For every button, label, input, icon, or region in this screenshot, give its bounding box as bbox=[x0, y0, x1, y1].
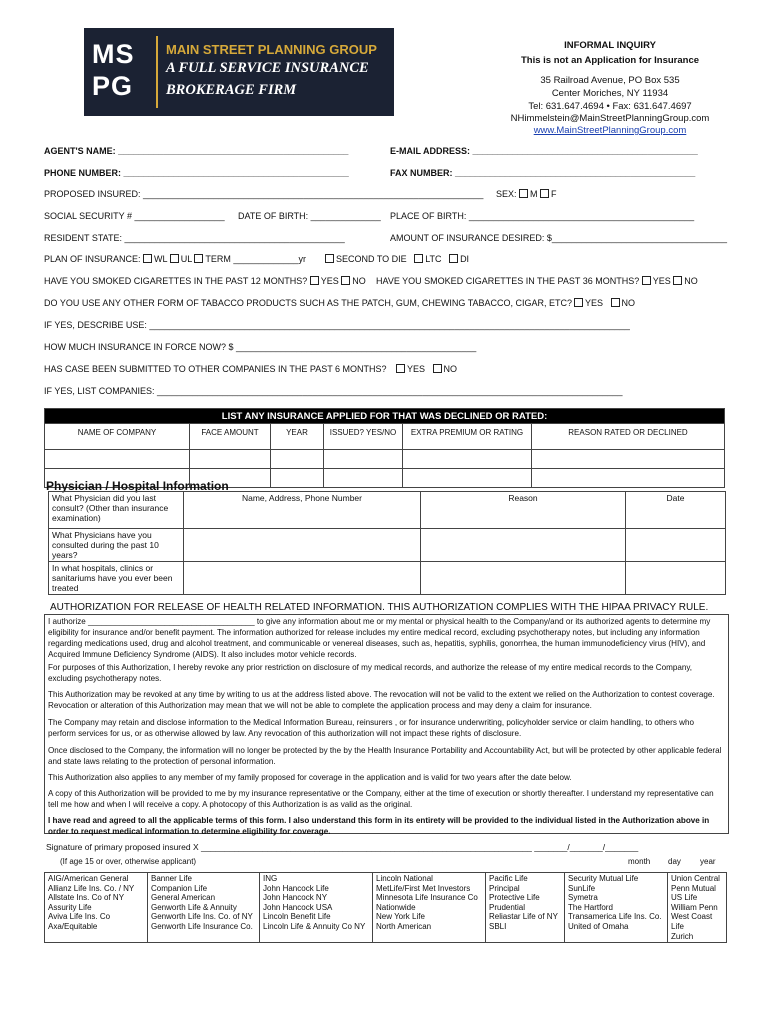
carrier-name: Genworth Life & Annuity bbox=[151, 902, 237, 912]
date-day-label: day bbox=[668, 857, 681, 866]
di-checkbox[interactable] bbox=[449, 254, 458, 263]
sex-m-checkbox[interactable] bbox=[519, 189, 528, 198]
carrier-name: Banner Life bbox=[151, 874, 192, 883]
physician-row-hospitals: In what hospitals, clinics or sanitariums have you ever been treated bbox=[49, 562, 184, 595]
smoked-12-question: HAVE YOU SMOKED CIGARETTES IN THE PAST 12 MONTHS? bbox=[44, 276, 308, 286]
carrier-name: Nationwide bbox=[376, 902, 416, 912]
carrier-column bbox=[148, 873, 260, 943]
sex-f-label: F bbox=[551, 189, 557, 199]
carrier-name: US Life bbox=[671, 893, 698, 903]
carrier-name: Aviva Life Ins. Co bbox=[48, 912, 111, 922]
place-of-birth-field[interactable]: PLACE OF BIRTH: _____________________________________________ bbox=[390, 211, 695, 221]
col-reason-header: Reason bbox=[421, 492, 626, 529]
smoked-12-yes-label: YES bbox=[320, 276, 339, 286]
plan-ul-label: UL bbox=[180, 254, 192, 264]
logo-letters-top: MS bbox=[92, 39, 135, 69]
insurance-in-force-field[interactable]: HOW MUCH INSURANCE IN FORCE NOW? $ ________________________________________________ bbox=[44, 342, 477, 352]
logo-tagline-1: A FULL SERVICE INSURANCE bbox=[166, 60, 369, 76]
phone-fax: Tel: 631.647.4694 • Fax: 631.647.4697 bbox=[528, 101, 692, 112]
date-month-label: month bbox=[628, 857, 651, 866]
ltc-label: LTC bbox=[425, 254, 442, 264]
sex-m-label: M bbox=[530, 189, 538, 199]
col-reason: REASON RATED OR DECLINED bbox=[532, 424, 725, 450]
carrier-name: Companion Life bbox=[151, 883, 208, 893]
carrier-name: MetLife/First Met Investors bbox=[376, 883, 471, 893]
carrier-name: SBLI bbox=[489, 921, 507, 931]
proposed-insured-field[interactable]: PROPOSED INSURED: ____________________________________________________________________ bbox=[44, 189, 484, 199]
carrier-name: ING bbox=[263, 874, 278, 883]
address-line-2: Center Moriches, NY 11934 bbox=[551, 88, 669, 99]
smoked-36-no-label: NO bbox=[684, 276, 698, 286]
smoked-12-no-checkbox[interactable] bbox=[341, 276, 350, 285]
col-issued: ISSUED? YES/NO bbox=[324, 424, 403, 450]
ltc-checkbox[interactable] bbox=[414, 254, 423, 263]
smoked-36-yes-checkbox[interactable] bbox=[642, 276, 651, 285]
tobacco-yes-checkbox[interactable] bbox=[574, 298, 583, 307]
plan-term-checkbox[interactable] bbox=[194, 254, 203, 263]
signature-line[interactable]: Signature of primary proposed insured X ______________________________________________________________________ _______/_______/_______ bbox=[46, 842, 639, 852]
list-companies-field[interactable]: IF YES, LIST COMPANIES: _____________________________________________________________________________________________ bbox=[44, 386, 623, 396]
smoked-36-group bbox=[376, 276, 698, 286]
carrier-column bbox=[565, 873, 668, 943]
submitted-no-checkbox[interactable] bbox=[433, 364, 442, 373]
website-link[interactable]: www.MainStreetPlanningGroup.com bbox=[533, 125, 687, 136]
submitted-yes-label: YES bbox=[407, 364, 426, 374]
carriers-table bbox=[44, 872, 727, 943]
carrier-name: William Penn bbox=[671, 902, 718, 912]
carrier-name: Reliastar Life of NY bbox=[489, 912, 558, 922]
carrier-name: John Hancock Life bbox=[263, 883, 329, 893]
auth-paragraph-4: The Company may retain and disclose information to the Medical Information Bureau, reinsurers , or for insurance underwriting, policyholder service or claim handling, to others who perform services for us, or as otherwise allowed by law. Any revocation of this authorization will not impact these rights of disclosure. bbox=[48, 718, 695, 738]
carrier-name: Security Mutual Life bbox=[568, 874, 639, 883]
tobacco-answer-group bbox=[574, 298, 635, 308]
carrier-name: Axa/Equitable bbox=[48, 921, 98, 931]
logo-company-name: MAIN STREET PLANNING GROUP bbox=[166, 42, 377, 57]
auth-paragraph-5: Once disclosed to the Company, the information will no longer be protected by the by the Health Insurance Portability and Accountability Act, but will be protected by other applicable federal and state laws relating to the protection of personal information. bbox=[48, 746, 722, 766]
carrier-name: Genworth Life Insurance Co. bbox=[151, 921, 253, 931]
second-to-die-checkbox[interactable] bbox=[325, 254, 334, 263]
sex-label: SEX: bbox=[496, 189, 517, 199]
plan-label: PLAN OF INSURANCE: bbox=[44, 254, 141, 264]
carrier-name: John Hancock USA bbox=[263, 902, 333, 912]
smoked-12-group bbox=[44, 276, 366, 286]
tobacco-no-checkbox[interactable] bbox=[611, 298, 620, 307]
plan-options-group bbox=[325, 254, 469, 264]
physician-row-past-10-years: What Physicians have you consulted during the past 10 years? bbox=[49, 529, 184, 562]
smoked-36-question: HAVE YOU SMOKED CIGARETTES IN THE PAST 36 MONTHS? bbox=[376, 276, 640, 286]
carrier-column bbox=[373, 873, 486, 943]
physician-row-last-consult: What Physician did you last consult? (Other than insurance examination) bbox=[49, 492, 184, 529]
submitted-yes-checkbox[interactable] bbox=[396, 364, 405, 373]
carrier-name: Lincoln Life & Annuity Co NY bbox=[263, 921, 366, 931]
email-address-field[interactable]: E-MAIL ADDRESS: _____________________________________________ bbox=[390, 146, 698, 156]
table-row bbox=[45, 450, 725, 469]
auth-agreement: I have read and agreed to all the applicable terms of this form. I also understand this form in its entirety will be provided to the individual listed in the Authorization above in order to request medical information to determine eligibility for coverage. bbox=[48, 816, 710, 836]
carrier-name: Lincoln Benefit Life bbox=[263, 912, 331, 922]
submitted-no-label: NO bbox=[443, 364, 458, 374]
carrier-name: AIG/American General bbox=[48, 874, 129, 883]
physician-section-title: Physician / Hospital Information bbox=[46, 479, 229, 493]
submitted-answer-group bbox=[396, 364, 457, 374]
plan-term-label: TERM _____________yr bbox=[205, 254, 306, 264]
logo-monogram bbox=[92, 38, 152, 102]
col-extra-premium: EXTRA PREMIUM OR RATING bbox=[403, 424, 532, 450]
physician-table bbox=[48, 491, 726, 595]
carrier-name: Lincoln National bbox=[376, 874, 433, 883]
logo-tagline-2: BROKERAGE FIRM bbox=[166, 82, 297, 98]
carrier-name: John Hancock NY bbox=[263, 893, 328, 903]
sex-f-checkbox[interactable] bbox=[540, 189, 549, 198]
plan-of-insurance-group bbox=[44, 254, 306, 264]
col-date-header: Date bbox=[626, 492, 726, 529]
carrier-column bbox=[486, 873, 565, 943]
agent-name-field[interactable]: AGENT'S NAME: ______________________________________________ bbox=[44, 146, 349, 156]
carrier-name: Allstate Ins. Co of NY bbox=[48, 893, 125, 903]
carrier-name: Protective Life bbox=[489, 893, 540, 903]
form-subtitle: This is not an Application for Insurance bbox=[520, 55, 700, 66]
resident-state-field[interactable]: RESIDENT STATE: ____________________________________________ bbox=[44, 233, 345, 243]
tobacco-question: DO YOU USE ANY OTHER FORM OF TABACCO PRODUCTS SUCH AS THE PATCH, GUM, CHEWING TABACCO, CIGAR, ETC? bbox=[44, 298, 573, 308]
fax-number-field[interactable]: FAX NUMBER: ________________________________________________ bbox=[390, 168, 696, 178]
carrier-name: Symetra bbox=[568, 893, 598, 903]
smoked-36-yes-label: YES bbox=[652, 276, 671, 286]
company-logo bbox=[84, 28, 394, 116]
auth-paragraph-3: This Authorization may be revoked at any time by writing to us at the address listed above. The revocation will not be valid to the extent we relied on the Authorization to contest coverage. Revocation or alteration of this Authorization may mean that we will not be able to complete the application process and may deny a claim for insurance. bbox=[48, 690, 715, 710]
carrier-name: Genworth Life Ins. Co. of NY bbox=[151, 912, 253, 922]
ssn-field[interactable]: SOCIAL SECURITY # __________________ bbox=[44, 211, 225, 221]
carrier-name: Transamerica Life Ins. Co. bbox=[568, 912, 662, 922]
auth-paragraph-1: I authorize _____________________________________ to give any information about me or my mental or physical health to the Company/and or its authorized agents to determine my eligibility for insurance and/or benefit payment. The information authorized for release includes my entire medical record, excluding psychotherapy notes, but including any information regarding medications used, drug and alcohol treatment, and communicable or venereal diseases, such as, hepatitis, syphilis, gonorrhea, the human immunodeficiency virus (HIV), and Acquired Immune Deficiency Syndrome (AIDS). It also includes motor vehicle records. bbox=[48, 617, 711, 659]
phone-number-field[interactable]: PHONE NUMBER: _____________________________________________ bbox=[44, 168, 349, 178]
carrier-name: Principal bbox=[489, 883, 520, 893]
plan-wl-checkbox[interactable] bbox=[143, 254, 152, 263]
authorization-heading: AUTHORIZATION FOR RELEASE OF HEALTH RELATED INFORMATION. THIS AUTHORIZATION COMPLIES WITH THE HIPAA PRIVACY RULE. bbox=[50, 602, 709, 613]
carrier-name: Assurity Life bbox=[48, 902, 92, 912]
age-note: (If age 15 or over, otherwise applicant) bbox=[60, 857, 197, 866]
carrier-name: United of Omaha bbox=[568, 921, 629, 931]
smoked-36-no-checkbox[interactable] bbox=[673, 276, 682, 285]
carrier-name: Union Central bbox=[671, 874, 720, 883]
tobacco-no-label: NO bbox=[621, 298, 636, 308]
carrier-name: Prudential bbox=[489, 902, 526, 912]
carrier-column bbox=[260, 873, 373, 943]
address-line-1: 35 Railroad Avenue, PO Box 535 bbox=[540, 75, 680, 86]
smoked-12-yes-checkbox[interactable] bbox=[310, 276, 319, 285]
describe-use-field[interactable]: IF YES, DESCRIBE USE: ________________________________________________________________________________________________ bbox=[44, 320, 630, 330]
date-year-label: year bbox=[700, 857, 716, 866]
carrier-name: West Coast Life bbox=[671, 912, 713, 931]
carrier-name: North American bbox=[376, 921, 432, 931]
sex-group bbox=[496, 189, 557, 199]
plan-ul-checkbox[interactable] bbox=[170, 254, 179, 263]
form-title: INFORMAL INQUIRY bbox=[564, 40, 656, 51]
col-name-of-company: NAME OF COMPANY bbox=[45, 424, 190, 450]
auth-paragraph-7: A copy of this Authorization will be provided to me by my insurance representative or the Company, either at the time of execution or shortly thereafter. I understand my representative can tell me how and when I will receive a copy. A photocopy of this Authorization is as valid as the original. bbox=[48, 789, 714, 809]
col-year: YEAR bbox=[271, 424, 324, 450]
carrier-name: SunLife bbox=[568, 883, 596, 893]
carrier-name: New York Life bbox=[376, 912, 425, 922]
di-label: DI bbox=[460, 254, 470, 264]
carrier-name: Pacific Life bbox=[489, 874, 528, 883]
auth-paragraph-2: For purposes of this Authorization, I hereby revoke any prior restriction on disclosure of my medical records, and authorize the release of my entire medical records to the Company, excluding psychotherapy notes. bbox=[48, 663, 693, 683]
submitted-question: HAS CASE BEEN SUBMITTED TO OTHER COMPANIES IN THE PAST 6 MONTHS? bbox=[44, 364, 387, 374]
contact-email: NHimmelstein@MainStreetPlanningGroup.com bbox=[510, 113, 710, 124]
plan-wl-label: WL bbox=[154, 254, 168, 264]
smoked-12-no-label: NO bbox=[352, 276, 366, 286]
carrier-column bbox=[668, 873, 727, 943]
auth-paragraph-6: This Authorization also applies to any member of my family proposed for coverage in the application and is valid for two years after the date below. bbox=[48, 773, 572, 782]
second-to-die-label: SECOND TO DIE bbox=[336, 254, 407, 264]
col-name-address-phone: Name, Address, Phone Number bbox=[184, 492, 421, 529]
carrier-column bbox=[45, 873, 148, 943]
carrier-name: Penn Mutual bbox=[671, 883, 716, 893]
declined-insurance-table bbox=[44, 408, 725, 488]
logo-divider bbox=[156, 36, 158, 108]
col-face-amount: FACE AMOUNT bbox=[190, 424, 271, 450]
carrier-name: General American bbox=[151, 893, 216, 903]
logo-letters-bottom: PG bbox=[92, 71, 134, 101]
carrier-name: Minnesota Life Insurance Co bbox=[376, 893, 478, 903]
tobacco-yes-label: YES bbox=[585, 298, 604, 308]
carrier-name: Zurich bbox=[671, 931, 694, 941]
carrier-name: The Hartford bbox=[568, 902, 613, 912]
dob-field[interactable]: DATE OF BIRTH: ______________ bbox=[238, 211, 381, 221]
amount-desired-field[interactable]: AMOUNT OF INSURANCE DESIRED: $___________________________________ bbox=[390, 233, 728, 243]
declined-table-title: LIST ANY INSURANCE APPLIED FOR THAT WAS DECLINED OR RATED: bbox=[45, 409, 725, 424]
carrier-name: Allianz Life Ins. Co. / NY bbox=[48, 883, 135, 893]
